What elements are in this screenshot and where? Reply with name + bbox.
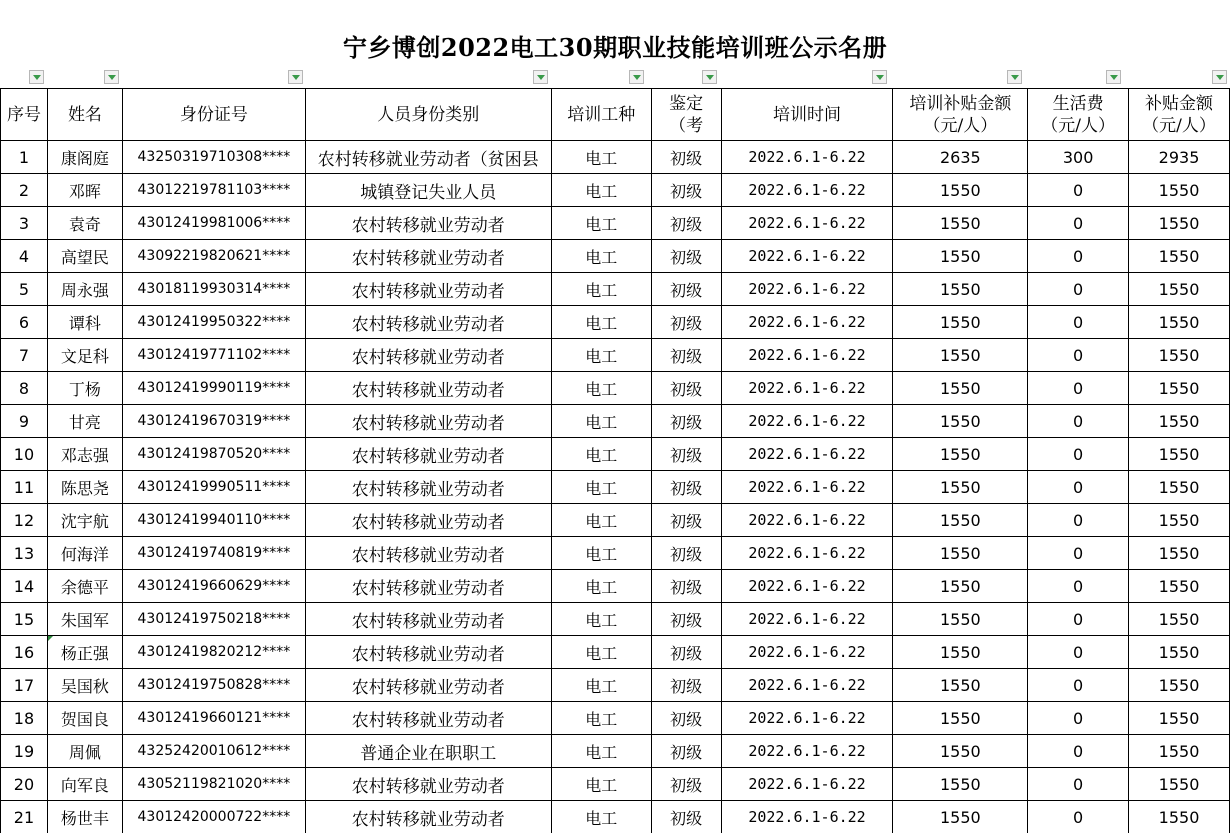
cell-name[interactable]: 朱国军 (47, 603, 122, 636)
cell-time[interactable]: 2022.6.1-6.22 (721, 273, 893, 306)
cell-name[interactable]: 贺国良 (47, 702, 122, 735)
cell-id-number[interactable]: 43012420000722**** (122, 801, 305, 833)
cell-level[interactable]: 初级 (651, 702, 721, 735)
header-category[interactable]: 人员身份类别 (305, 89, 551, 141)
cell-total-subsidy[interactable]: 1550 (1129, 603, 1230, 636)
cell-time[interactable]: 2022.6.1-6.22 (721, 504, 893, 537)
cell-training-subsidy[interactable]: 1550 (893, 174, 1028, 207)
cell-category-text: 农村转移就业劳动者 (351, 479, 505, 500)
cell-category[interactable] (305, 372, 551, 405)
cell-trade[interactable]: 电工 (551, 240, 651, 273)
cell-living-cost[interactable]: 0 (1028, 339, 1129, 372)
cell-living-cost[interactable]: 0 (1028, 735, 1129, 768)
cell-training-subsidy[interactable]: 1550 (893, 801, 1028, 833)
cell-id-number[interactable]: 43012419990511**** (122, 471, 305, 504)
filter-dropdown-button[interactable] (702, 70, 717, 84)
table-row (1, 174, 1230, 207)
filter-dropdown-button[interactable] (288, 70, 303, 84)
cell-id-number[interactable]: 43018119930314**** (122, 273, 305, 306)
cell-name[interactable]: 高望民 (47, 240, 122, 273)
header-time[interactable]: 培训时间 (721, 89, 893, 141)
cell-name[interactable]: 向军良 (47, 768, 122, 801)
cell-total-subsidy[interactable]: 1550 (1129, 372, 1230, 405)
cell-seq[interactable]: 7 (1, 339, 48, 372)
table-row (1, 207, 1230, 240)
cell-training-subsidy[interactable]: 1550 (893, 273, 1028, 306)
cell-total-subsidy[interactable]: 1550 (1129, 339, 1230, 372)
cell-living-cost[interactable]: 0 (1028, 207, 1129, 240)
cell-category-text: 农村转移就业劳动者（贫困县 (317, 149, 539, 170)
table-row (1, 735, 1230, 768)
cell-training-subsidy[interactable]: 1550 (893, 636, 1028, 669)
cell-id-number[interactable]: 43012419981006**** (122, 207, 305, 240)
cell-seq[interactable]: 6 (1, 306, 48, 339)
cell-id-number[interactable]: 43012419990119**** (122, 372, 305, 405)
cell-seq[interactable]: 2 (1, 174, 48, 207)
cell-trade[interactable]: 电工 (551, 207, 651, 240)
roster-table (0, 88, 1230, 833)
cell-name[interactable]: 丁杨 (47, 372, 122, 405)
cell-name[interactable]: 杨世丰 (47, 801, 122, 833)
table-body (1, 141, 1230, 833)
cell-time[interactable]: 2022.6.1-6.22 (721, 141, 893, 174)
cell-total-subsidy[interactable]: 1550 (1129, 669, 1230, 702)
cell-seq[interactable]: 13 (1, 537, 48, 570)
cell-name[interactable]: 陈思尧 (47, 471, 122, 504)
cell-name[interactable]: 杨正强 (47, 636, 122, 669)
table-row (1, 240, 1230, 273)
cell-level[interactable]: 初级 (651, 174, 721, 207)
cell-living-cost[interactable]: 0 (1028, 438, 1129, 471)
cell-seq[interactable]: 8 (1, 372, 48, 405)
cell-living-cost[interactable]: 0 (1028, 570, 1129, 603)
cell-trade[interactable]: 电工 (551, 174, 651, 207)
header-assessment-line2: （考 (669, 115, 704, 136)
header-training-subsidy-line2: （元/人） (923, 115, 998, 136)
cell-time[interactable]: 2022.6.1-6.22 (721, 603, 893, 636)
cell-level[interactable]: 初级 (651, 339, 721, 372)
cell-time[interactable]: 2022.6.1-6.22 (721, 570, 893, 603)
cell-level[interactable]: 初级 (651, 438, 721, 471)
table-row (1, 141, 1230, 174)
cell-id-number[interactable]: 43012419660121**** (122, 702, 305, 735)
cell-name[interactable]: 邓志强 (47, 438, 122, 471)
cell-level[interactable]: 初级 (651, 240, 721, 273)
cell-level[interactable]: 初级 (651, 735, 721, 768)
cell-seq[interactable]: 17 (1, 669, 48, 702)
cell-category[interactable] (305, 768, 551, 801)
cell-total-subsidy[interactable]: 1550 (1129, 702, 1230, 735)
cell-id-number[interactable]: 43092219820621**** (122, 240, 305, 273)
cell-category[interactable] (305, 504, 551, 537)
cell-category-text: 普通企业在职职工 (360, 743, 497, 764)
cell-trade[interactable]: 电工 (551, 273, 651, 306)
filter-dropdown-icon (33, 75, 41, 80)
filter-dropdown-icon (706, 75, 714, 80)
cell-time[interactable]: 2022.6.1-6.22 (721, 174, 893, 207)
table-row (1, 702, 1230, 735)
cell-living-cost[interactable]: 0 (1028, 306, 1129, 339)
filter-dropdown-button[interactable] (629, 70, 644, 84)
cell-category-text: 农村转移就业劳动者 (351, 545, 505, 566)
header-id[interactable]: 身份证号 (122, 89, 305, 141)
filter-dropdown-icon (1216, 75, 1224, 80)
cell-name[interactable]: 康阁庭 (47, 141, 122, 174)
cell-living-cost[interactable]: 0 (1028, 636, 1129, 669)
header-assessment-line1: 鉴定 (669, 93, 704, 114)
cell-training-subsidy[interactable]: 1550 (893, 768, 1028, 801)
cell-time[interactable]: 2022.6.1-6.22 (721, 306, 893, 339)
table-row (1, 438, 1230, 471)
filter-dropdown-icon (633, 75, 641, 80)
cell-training-subsidy[interactable]: 1550 (893, 372, 1028, 405)
filter-dropdown-button[interactable] (533, 70, 548, 84)
cell-name[interactable]: 邓晖 (47, 174, 122, 207)
cell-living-cost[interactable]: 0 (1028, 801, 1129, 833)
cell-trade[interactable]: 电工 (551, 339, 651, 372)
cell-training-subsidy[interactable]: 1550 (893, 471, 1028, 504)
cell-trade[interactable]: 电工 (551, 306, 651, 339)
cell-living-cost[interactable]: 0 (1028, 537, 1129, 570)
cell-total-subsidy[interactable]: 2935 (1129, 141, 1230, 174)
cell-living-cost[interactable]: 0 (1028, 174, 1129, 207)
filter-dropdown-icon (537, 75, 545, 80)
cell-category[interactable] (305, 801, 551, 833)
cell-level[interactable]: 初级 (651, 405, 721, 438)
cell-category[interactable] (305, 174, 551, 207)
cell-total-subsidy[interactable]: 1550 (1129, 768, 1230, 801)
cell-id-number[interactable]: 43252420010612**** (122, 735, 305, 768)
cell-category[interactable] (305, 438, 551, 471)
cell-living-cost[interactable]: 0 (1028, 405, 1129, 438)
cell-total-subsidy[interactable]: 1550 (1129, 801, 1230, 833)
table-row (1, 801, 1230, 833)
cell-level[interactable]: 初级 (651, 603, 721, 636)
filter-dropdown-icon (876, 75, 884, 80)
table-row (1, 471, 1230, 504)
header-training-subsidy-line1: 培训补贴金额 (909, 93, 1012, 114)
cell-trade[interactable]: 电工 (551, 504, 651, 537)
cell-living-cost[interactable]: 0 (1028, 471, 1129, 504)
cell-seq[interactable]: 16 (1, 636, 48, 669)
cell-living-cost[interactable]: 300 (1028, 141, 1129, 174)
filter-dropdown-button[interactable] (104, 70, 119, 84)
cell-time[interactable]: 2022.6.1-6.22 (721, 405, 893, 438)
header-total-subsidy-line2: （元/人） (1142, 115, 1216, 136)
header-seq[interactable]: 序号 (1, 89, 48, 141)
cell-living-cost[interactable]: 0 (1028, 240, 1129, 273)
cell-living-cost[interactable]: 0 (1028, 768, 1129, 801)
header-living-cost[interactable] (1028, 89, 1129, 141)
cell-total-subsidy[interactable]: 1550 (1129, 570, 1230, 603)
table-row (1, 405, 1230, 438)
cell-category[interactable] (305, 471, 551, 504)
table-row (1, 537, 1230, 570)
cell-level[interactable]: 初级 (651, 504, 721, 537)
table-row (1, 636, 1230, 669)
cell-name[interactable]: 何海洋 (47, 537, 122, 570)
cell-id-number[interactable]: 43012419750828**** (122, 669, 305, 702)
cell-training-subsidy[interactable]: 1550 (893, 570, 1028, 603)
cell-time[interactable]: 2022.6.1-6.22 (721, 537, 893, 570)
cell-seq[interactable]: 9 (1, 405, 48, 438)
cell-id-number[interactable]: 43012419950322**** (122, 306, 305, 339)
cell-level[interactable]: 初级 (651, 141, 721, 174)
cell-category-text: 农村转移就业劳动者 (351, 809, 505, 830)
cell-time[interactable]: 2022.6.1-6.22 (721, 438, 893, 471)
cell-total-subsidy[interactable]: 1550 (1129, 537, 1230, 570)
cell-category[interactable] (305, 537, 551, 570)
cell-category[interactable] (305, 603, 551, 636)
cell-name[interactable]: 吴国秋 (47, 669, 122, 702)
table-row (1, 603, 1230, 636)
cell-level[interactable]: 初级 (651, 801, 721, 833)
cell-seq[interactable]: 12 (1, 504, 48, 537)
cell-seq[interactable]: 1 (1, 141, 48, 174)
filter-dropdown-icon (1110, 75, 1118, 80)
cell-trade[interactable]: 电工 (551, 537, 651, 570)
cell-time[interactable]: 2022.6.1-6.22 (721, 768, 893, 801)
header-living-cost-line1: 生活费 (1052, 93, 1104, 114)
cell-category-text: 农村转移就业劳动者 (351, 248, 505, 269)
cell-total-subsidy[interactable]: 1550 (1129, 174, 1230, 207)
cell-level[interactable]: 初级 (651, 306, 721, 339)
cell-category-text: 农村转移就业劳动者 (351, 380, 505, 401)
cell-seq[interactable]: 3 (1, 207, 48, 240)
filter-dropdown-button[interactable] (1212, 70, 1227, 84)
cell-time[interactable]: 2022.6.1-6.22 (721, 471, 893, 504)
header-trade[interactable]: 培训工种 (551, 89, 651, 141)
cell-level[interactable]: 初级 (651, 570, 721, 603)
cell-note-indicator-icon (48, 636, 53, 641)
cell-training-subsidy[interactable]: 1550 (893, 438, 1028, 471)
cell-level[interactable]: 初级 (651, 768, 721, 801)
header-living-cost-line2: （元/人） (1041, 115, 1115, 136)
table-row (1, 504, 1230, 537)
cell-name[interactable]: 周佩 (47, 735, 122, 768)
cell-category[interactable] (305, 405, 551, 438)
cell-total-subsidy[interactable]: 1550 (1129, 273, 1230, 306)
cell-name[interactable]: 周永强 (47, 273, 122, 306)
cell-category-text: 农村转移就业劳动者 (351, 446, 505, 467)
cell-seq[interactable]: 4 (1, 240, 48, 273)
cell-category[interactable] (305, 702, 551, 735)
cell-time[interactable]: 2022.6.1-6.22 (721, 735, 893, 768)
cell-category-text: 农村转移就业劳动者 (351, 512, 505, 533)
cell-category-text: 城镇登记失业人员 (360, 182, 497, 203)
cell-name[interactable]: 文足科 (47, 339, 122, 372)
cell-category-text: 农村转移就业劳动者 (351, 710, 505, 731)
table-row (1, 372, 1230, 405)
cell-level[interactable]: 初级 (651, 669, 721, 702)
cell-living-cost[interactable]: 0 (1028, 702, 1129, 735)
cell-level[interactable]: 初级 (651, 273, 721, 306)
cell-id-number[interactable]: 43012419870520**** (122, 438, 305, 471)
cell-living-cost[interactable]: 0 (1028, 273, 1129, 306)
cell-name[interactable]: 谭科 (47, 306, 122, 339)
cell-trade[interactable]: 电工 (551, 372, 651, 405)
cell-name[interactable]: 袁奇 (47, 207, 122, 240)
cell-category[interactable] (305, 306, 551, 339)
cell-seq[interactable]: 19 (1, 735, 48, 768)
cell-id-number[interactable]: 43012419940110**** (122, 504, 305, 537)
cell-living-cost[interactable]: 0 (1028, 372, 1129, 405)
table-row (1, 570, 1230, 603)
cell-trade[interactable]: 电工 (551, 405, 651, 438)
cell-category[interactable] (305, 141, 551, 174)
cell-seq[interactable]: 18 (1, 702, 48, 735)
cell-seq[interactable]: 20 (1, 768, 48, 801)
cell-id-number[interactable]: 43052119821020**** (122, 768, 305, 801)
cell-category[interactable] (305, 273, 551, 306)
cell-category-text: 农村转移就业劳动者 (351, 215, 505, 236)
cell-living-cost[interactable]: 0 (1028, 504, 1129, 537)
header-total-subsidy[interactable] (1129, 89, 1230, 141)
cell-time[interactable]: 2022.6.1-6.22 (721, 207, 893, 240)
cell-training-subsidy[interactable]: 1550 (893, 603, 1028, 636)
header-name[interactable]: 姓名 (47, 89, 122, 141)
header-assessment[interactable] (651, 89, 721, 141)
cell-category[interactable] (305, 207, 551, 240)
cell-category-text: 农村转移就业劳动者 (351, 314, 505, 335)
header-total-subsidy-line1: 补贴金额 (1145, 93, 1214, 114)
cell-id-number[interactable]: 43012419820212**** (122, 636, 305, 669)
cell-training-subsidy[interactable]: 1550 (893, 702, 1028, 735)
cell-training-subsidy[interactable]: 1550 (893, 537, 1028, 570)
cell-id-number[interactable]: 43012419740819**** (122, 537, 305, 570)
cell-trade[interactable]: 电工 (551, 801, 651, 833)
cell-time[interactable]: 2022.6.1-6.22 (721, 240, 893, 273)
cell-name[interactable]: 甘亮 (47, 405, 122, 438)
cell-trade[interactable]: 电工 (551, 636, 651, 669)
cell-training-subsidy[interactable]: 1550 (893, 339, 1028, 372)
filter-dropdown-button[interactable] (1007, 70, 1022, 84)
cell-name[interactable]: 余德平 (47, 570, 122, 603)
cell-total-subsidy[interactable]: 1550 (1129, 240, 1230, 273)
cell-trade[interactable]: 电工 (551, 669, 651, 702)
cell-id-number[interactable]: 43250319710308**** (122, 141, 305, 174)
cell-category-text: 农村转移就业劳动者 (351, 281, 505, 302)
cell-training-subsidy[interactable]: 1550 (893, 306, 1028, 339)
cell-category[interactable] (305, 735, 551, 768)
cell-id-number[interactable]: 43012419660629**** (122, 570, 305, 603)
cell-level[interactable]: 初级 (651, 207, 721, 240)
cell-category-text: 农村转移就业劳动者 (351, 611, 505, 632)
cell-category[interactable] (305, 570, 551, 603)
cell-seq[interactable]: 21 (1, 801, 48, 833)
cell-seq[interactable]: 15 (1, 603, 48, 636)
cell-category-text: 农村转移就业劳动者 (351, 347, 505, 368)
cell-category-text: 农村转移就业劳动者 (351, 644, 505, 665)
filter-dropdown-icon (108, 75, 116, 80)
cell-seq[interactable]: 11 (1, 471, 48, 504)
filter-dropdown-button[interactable] (872, 70, 887, 84)
sheet-title: 宁乡博创2022电工30期职业技能培训班公示名册 (342, 32, 888, 62)
cell-category-text: 农村转移就业劳动者 (351, 776, 505, 797)
cell-time[interactable]: 2022.6.1-6.22 (721, 801, 893, 833)
cell-trade[interactable]: 电工 (551, 735, 651, 768)
cell-trade[interactable]: 电工 (551, 141, 651, 174)
filter-dropdown-icon (292, 75, 300, 80)
filter-dropdown-button[interactable] (1106, 70, 1121, 84)
cell-id-number[interactable]: 43012419670319**** (122, 405, 305, 438)
cell-id-number[interactable]: 43012419771102**** (122, 339, 305, 372)
cell-time[interactable]: 2022.6.1-6.22 (721, 339, 893, 372)
cell-total-subsidy[interactable]: 1550 (1129, 438, 1230, 471)
cell-level[interactable]: 初级 (651, 636, 721, 669)
cell-level[interactable]: 初级 (651, 537, 721, 570)
cell-training-subsidy[interactable]: 1550 (893, 669, 1028, 702)
autofilter-row (0, 70, 1230, 88)
cell-training-subsidy[interactable]: 1550 (893, 240, 1028, 273)
cell-category-text: 农村转移就业劳动者 (351, 413, 505, 434)
cell-trade[interactable]: 电工 (551, 471, 651, 504)
table-row (1, 768, 1230, 801)
cell-living-cost[interactable]: 0 (1028, 603, 1129, 636)
cell-trade[interactable]: 电工 (551, 702, 651, 735)
cell-training-subsidy[interactable]: 1550 (893, 405, 1028, 438)
cell-total-subsidy[interactable]: 1550 (1129, 405, 1230, 438)
cell-trade[interactable]: 电工 (551, 570, 651, 603)
cell-seq[interactable]: 14 (1, 570, 48, 603)
cell-total-subsidy[interactable]: 1550 (1129, 306, 1230, 339)
table-row (1, 306, 1230, 339)
cell-level[interactable]: 初级 (651, 471, 721, 504)
cell-total-subsidy[interactable]: 1550 (1129, 471, 1230, 504)
header-training-subsidy[interactable] (893, 89, 1028, 141)
table-row (1, 273, 1230, 306)
cell-name[interactable]: 沈宇航 (47, 504, 122, 537)
cell-total-subsidy[interactable]: 1550 (1129, 207, 1230, 240)
cell-total-subsidy[interactable]: 1550 (1129, 636, 1230, 669)
cell-training-subsidy[interactable]: 1550 (893, 207, 1028, 240)
cell-trade[interactable]: 电工 (551, 768, 651, 801)
cell-id-number[interactable]: 43012219781103**** (122, 174, 305, 207)
cell-training-subsidy[interactable]: 1550 (893, 735, 1028, 768)
cell-category-text: 农村转移就业劳动者 (351, 578, 505, 599)
filter-dropdown-button[interactable] (29, 70, 44, 84)
filter-dropdown-icon (1011, 75, 1019, 80)
cell-training-subsidy[interactable]: 2635 (893, 141, 1028, 174)
cell-total-subsidy[interactable]: 1550 (1129, 504, 1230, 537)
cell-category[interactable] (305, 240, 551, 273)
cell-trade[interactable]: 电工 (551, 603, 651, 636)
cell-category-text: 农村转移就业劳动者 (351, 677, 505, 698)
table-row (1, 339, 1230, 372)
header-row (1, 89, 1230, 141)
cell-training-subsidy[interactable]: 1550 (893, 504, 1028, 537)
cell-time[interactable]: 2022.6.1-6.22 (721, 372, 893, 405)
cell-trade[interactable]: 电工 (551, 438, 651, 471)
cell-seq[interactable]: 10 (1, 438, 48, 471)
cell-living-cost[interactable]: 0 (1028, 669, 1129, 702)
cell-time[interactable]: 2022.6.1-6.22 (721, 702, 893, 735)
cell-total-subsidy[interactable]: 1550 (1129, 735, 1230, 768)
cell-level[interactable]: 初级 (651, 372, 721, 405)
cell-category[interactable] (305, 339, 551, 372)
table-row (1, 669, 1230, 702)
cell-category[interactable] (305, 669, 551, 702)
cell-seq[interactable]: 5 (1, 273, 48, 306)
cell-time[interactable]: 2022.6.1-6.22 (721, 636, 893, 669)
cell-id-number[interactable]: 43012419750218**** (122, 603, 305, 636)
cell-category[interactable] (305, 636, 551, 669)
cell-time[interactable]: 2022.6.1-6.22 (721, 669, 893, 702)
